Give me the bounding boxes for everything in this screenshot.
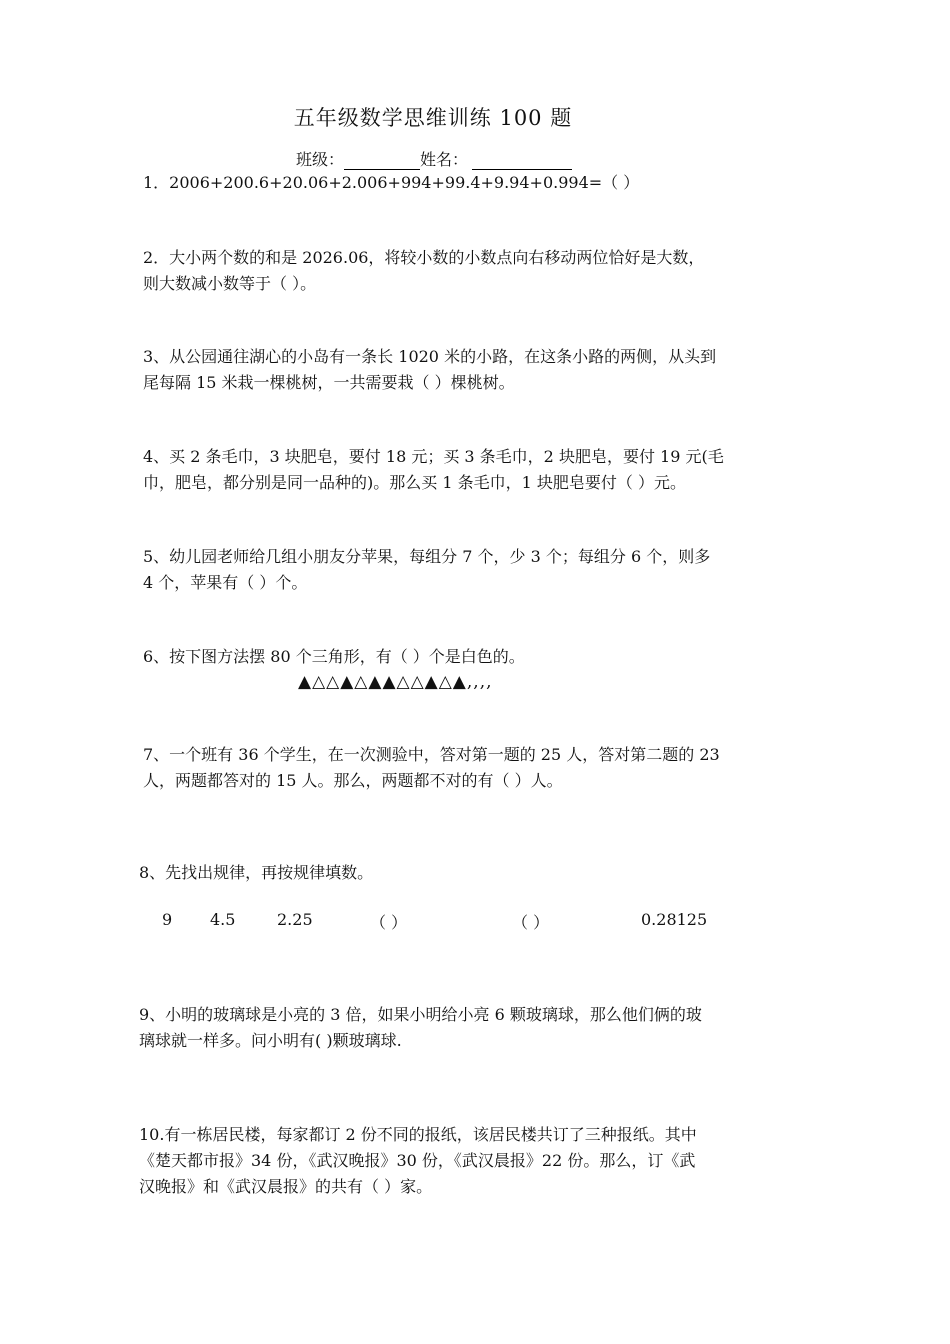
question-line: 10.有一栋居民楼，每家都订 2 份不同的报纸，该居民楼共订了三种报纸。其中 (139, 1125, 697, 1144)
question-line: 5、幼儿园老师给几组小朋友分苹果，每组分 7 个，少 3 个；每组分 6 个，则多 (143, 547, 711, 566)
question-2 (143, 245, 823, 297)
question-line: 汉晚报》和《武汉晨报》的共有（ ）家。 (139, 1177, 433, 1196)
sequence-blank[interactable]: （ ） (370, 913, 408, 932)
question-line: 6、按下图方法摆 80 个三角形，有（ ）个是白色的。 (143, 647, 525, 666)
name-blank[interactable] (472, 151, 572, 170)
student-info-row (296, 147, 572, 170)
question-line: 9、小明的玻璃球是小亮的 3 倍，如果小明给小亮 6 颗玻璃球，那么他们俩的玻 (139, 1005, 702, 1024)
question-4 (143, 444, 823, 496)
question-6 (143, 644, 823, 670)
name-label: 姓名： (420, 150, 469, 169)
question-line: 2．大小两个数的和是 2026.06，将较小数的小数点向右移动两位恰好是大数， (143, 248, 705, 267)
question-line: 3、从公园通往湖心的小岛有一条长 1020 米的小路，在这条小路的两侧，从头到 (143, 347, 717, 366)
question-line: 4、买 2 条毛巾，3 块肥皂，要付 18 元；买 3 条毛巾，2 块肥皂，要付 19 元(毛 (143, 447, 724, 466)
question-line: 8、先找出规律，再按规律填数。 (139, 863, 374, 882)
question-line: 璃球就一样多。问小明有( )颗玻璃球. (139, 1031, 402, 1050)
sequence-item: 4.5 (210, 910, 236, 929)
question-8 (139, 860, 819, 886)
question-line: 则大数减小数等于（ ）。 (143, 274, 317, 293)
question-line: 4 个，苹果有（ ）个。 (143, 573, 308, 592)
question-3 (143, 344, 823, 396)
sequence-blank[interactable]: （ ） (512, 913, 550, 932)
question-1 (143, 170, 823, 196)
question-10 (139, 1122, 819, 1200)
question-9 (139, 1002, 819, 1054)
class-blank[interactable] (344, 151, 420, 170)
triangle-pattern: ▲△△▲△▲▲△△▲△▲,,,, (298, 672, 493, 692)
question-7 (143, 742, 823, 794)
question-line: 巾，肥皂，都分别是同一品种的)。那么买 1 条毛巾，1 块肥皂要付（ ）元。 (143, 473, 686, 492)
question-line: 尾每隔 15 米栽一棵桃树，一共需要栽（ ）棵桃树。 (143, 373, 515, 392)
question-line: 1．2006+200.6+20.06+2.006+994+99.4+9.94+0.994=（ ） (143, 173, 640, 192)
page-title: 五年级数学思维训练 100 题 (293, 106, 573, 130)
question-line: 7、一个班有 36 个学生，在一次测验中，答对第一题的 25 人，答对第二题的 23 (143, 745, 720, 764)
question-line: 人，两题都答对的 15 人。那么，两题都不对的有（ ）人。 (143, 771, 563, 790)
sequence-item: 0.28125 (641, 910, 708, 929)
question-line: 《楚天都市报》34 份，《武汉晚报》30 份，《武汉晨报》22 份。那么，订《武 (139, 1151, 696, 1170)
class-label: 班级： (296, 150, 345, 169)
sequence-item: 2.25 (277, 910, 313, 929)
question-5 (143, 544, 823, 596)
sequence-item: 9 (162, 910, 173, 929)
